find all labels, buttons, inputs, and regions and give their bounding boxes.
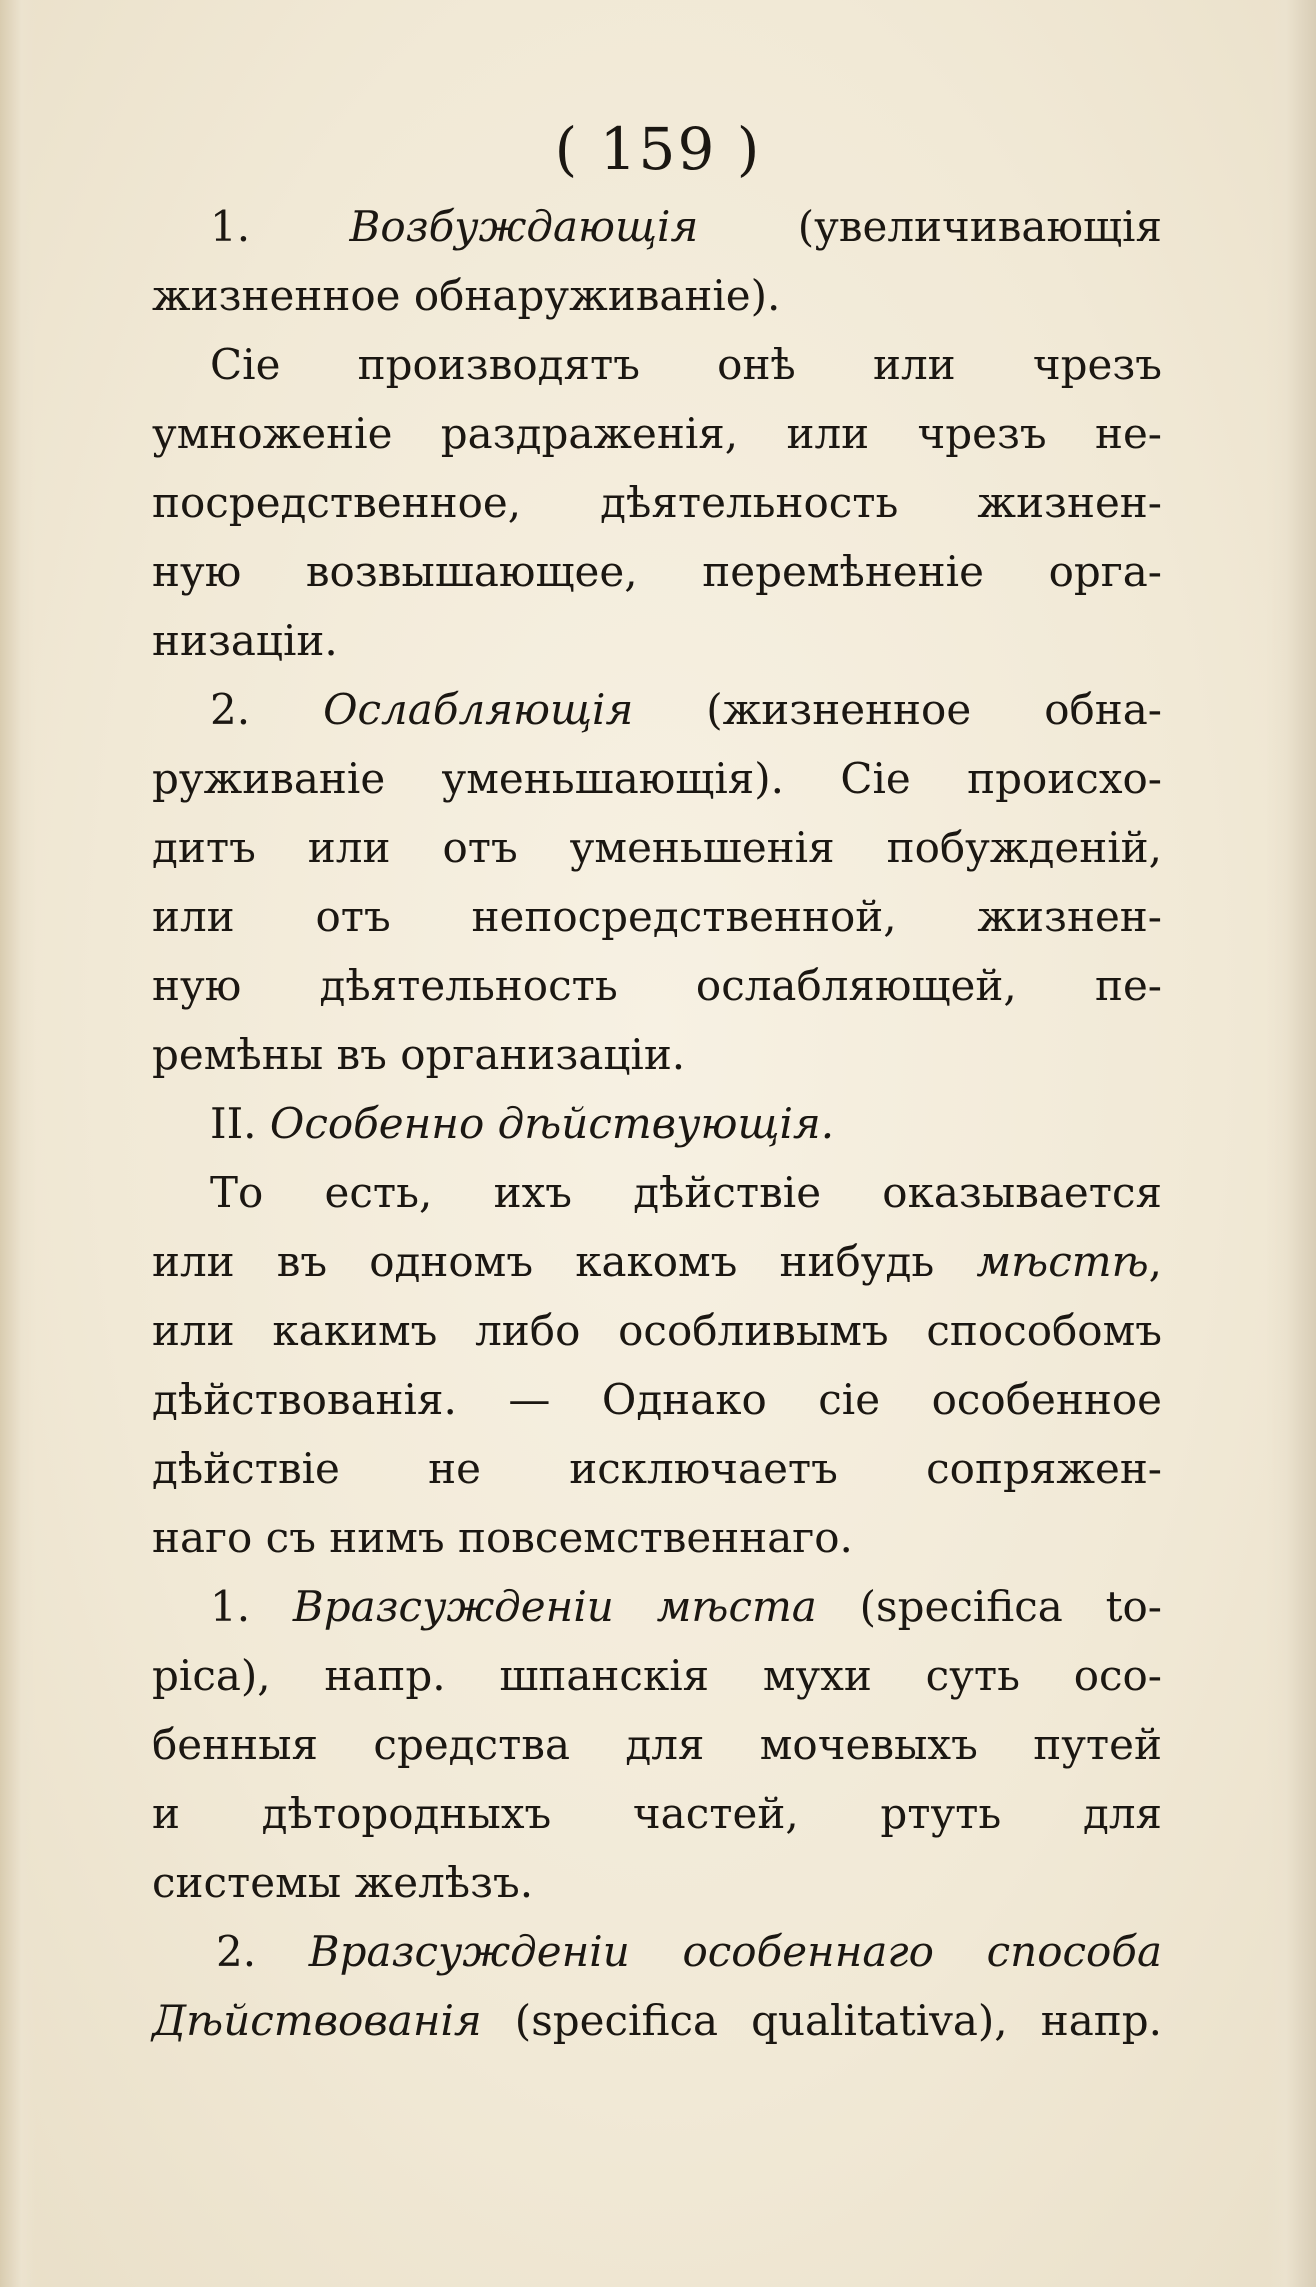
text-line: руживаніе уменьшающія). Сіе происхо- — [152, 754, 1162, 803]
text-line: дѣйствованія. — Однако сіе особенное — [152, 1375, 1162, 1424]
text-line: ремѣны въ организаціи. — [152, 1030, 686, 1079]
text-line: pica), напр. шпанскія мухи суть осо- — [152, 1651, 1162, 1700]
text-line: 1. Возбуждающія (увеличивающія — [210, 202, 1162, 251]
text-line: умноженіе раздраженія, или чрезъ не- — [152, 409, 1162, 458]
text-line: системы желѣзъ. — [152, 1858, 534, 1907]
text-line: бенныя средства для мочевыхъ путей — [152, 1720, 1162, 1769]
text-line: ную дѣятельность ослабляющей, пе- — [152, 961, 1162, 1010]
text-line: наго съ нимъ повсемственнаго. — [152, 1513, 853, 1562]
text-line: ную возвышающее, перемѣненіе орга- — [152, 547, 1162, 596]
text-line: Дѣйствованія (specifica qualitativa), напр. — [152, 1996, 1162, 2045]
text-line: дитъ или отъ уменьшенія побужденій, — [152, 823, 1162, 872]
text-line: или отъ непосредственной, жизнен- — [152, 892, 1162, 941]
text-line: Сіе производятъ онѣ или чрезъ — [210, 340, 1162, 389]
page-edge-left — [0, 0, 36, 2287]
italic-term: мѣстѣ — [976, 1237, 1149, 1286]
text-line: или какимъ либо особливымъ способомъ — [152, 1306, 1162, 1355]
italic-term: Особенно дѣйствующія. — [269, 1099, 835, 1148]
text-line: и дѣтородныхъ частей, ртуть для — [152, 1789, 1162, 1838]
page-edge-right — [1266, 0, 1316, 2287]
body-text — [152, 192, 1162, 2055]
text-line: жизненное обнаруживаніе). — [152, 271, 781, 320]
text-line: 2. Вразсужденіи особеннаго способа — [216, 1927, 1162, 1976]
text-line: низаціи. — [152, 616, 338, 665]
text-line: То есть, ихъ дѣйствіе оказывается — [210, 1168, 1162, 1217]
italic-term: Ослабляющія — [323, 685, 634, 734]
text-line: 1. Вразсужденіи мѣста (specifica to- — [210, 1582, 1162, 1631]
italic-term: Вразсужденіи особеннаго способа — [308, 1927, 1162, 1976]
text-line: или въ одномъ какомъ нибудь мѣстѣ, — [152, 1237, 1162, 1286]
text-line: посредственное, дѣятельность жизнен- — [152, 478, 1162, 527]
italic-term: Вразсужденіи мѣста — [292, 1582, 817, 1631]
italic-term: Возбуждающія — [349, 202, 699, 251]
italic-term: Дѣйствованія — [152, 1996, 482, 2045]
text-line: дѣйствіе не исключаетъ сопряжен- — [152, 1444, 1162, 1493]
section-heading: II. Особенно дѣйствующія. — [210, 1099, 835, 1148]
page-number: ( 159 ) — [554, 115, 762, 183]
text-line: 2. Ослабляющія (жизненное обна- — [210, 685, 1162, 734]
